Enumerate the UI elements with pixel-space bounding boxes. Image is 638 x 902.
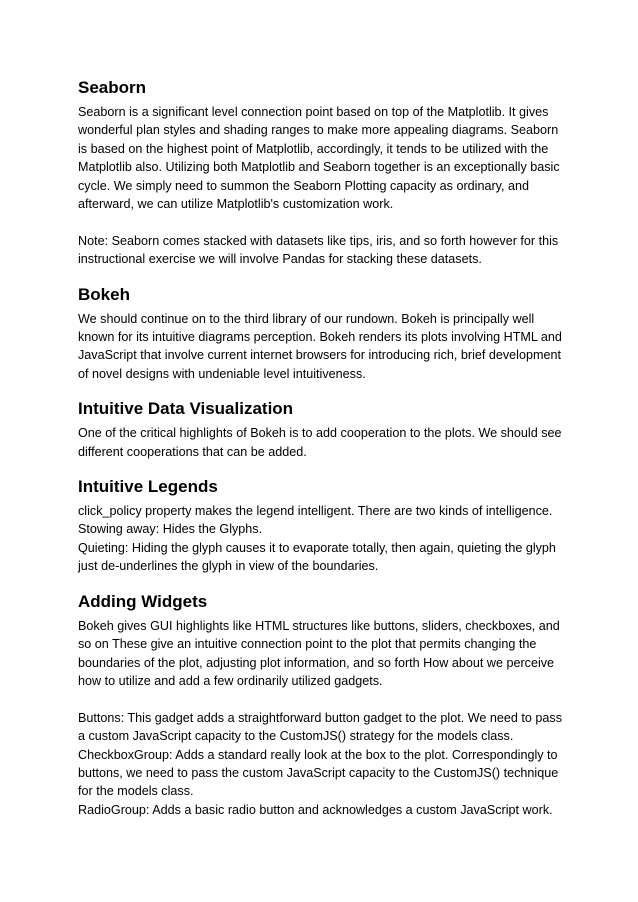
- paragraph-adding-widgets-intro: Bokeh gives GUI highlights like HTML structures like buttons, sliders, checkboxes, and so on These give an intuitive connection point to the plot that permits changing the boundaries of the plot, adjusting plot information, and so forth How about we perceive how to utilize and add a few ordinarily utilized gadgets.: [78, 618, 560, 688]
- paragraph-checkboxgroup: CheckboxGroup: Adds a standard really look at the box to the plot. Correspondingly to buttons, we need to pass the custom JavaScript capacity to the CustomJS() technique for the models class.: [78, 747, 559, 799]
- section-seaborn: [78, 78, 563, 269]
- paragraph-gap: [78, 690, 563, 708]
- heading-intuitive-data-visualization: Intuitive Data Visualization: [78, 399, 294, 419]
- heading-intuitive-legends: Intuitive Legends: [78, 477, 218, 497]
- section-intuitive-legends: [78, 477, 563, 576]
- heading-bokeh: Bokeh: [78, 284, 130, 304]
- paragraph-intuitive-data-visualization: One of the critical highlights of Bokeh is to add cooperation to the plots. We should see different cooperations that can be added.: [78, 426, 562, 459]
- paragraph-bokeh-intro: We should continue on to the third library of our rundown. Bokeh is principally well known for its intuitive diagrams perception. Bokeh renders its plots involving HTML and JavaScript that involve current internet browsers for introducing rich, brief development of novel designs with undeniable level intuitiveness.: [78, 311, 562, 381]
- section-intuitive-data-visualization: [78, 399, 563, 461]
- heading-seaborn: Seaborn: [78, 78, 147, 97]
- document-page: [78, 78, 563, 835]
- section-bokeh: [78, 285, 563, 384]
- heading-adding-widgets: Adding Widgets: [78, 591, 208, 611]
- paragraph-seaborn-intro: Seaborn is a significant level connection point based on top of the Matplotlib. It gives wonderful plan styles and shading ranges to make more appealing diagrams. Seaborn is based on the highest point of Matplotlib, accordingly, it tends to be utilized with the Matplotlib also. Utilizing both Matplotlib and Seaborn together is an exceptionally basic cycle. We simply need to summon the Seaborn Plotting capacity as ordinary, and afterward, we can utilize Matplotlib's customization work.: [78, 105, 560, 212]
- paragraph-gap: [78, 213, 563, 231]
- paragraph-radiogroup: RadioGroup: Adds a basic radio button and acknowledges a custom JavaScript work.: [78, 802, 553, 817]
- paragraph-click-policy: click_policy property makes the legend intelligent. There are two kinds of intelligence. Stowing away: Hides the Glyphs.: [78, 504, 553, 537]
- paragraph-buttons: Buttons: This gadget adds a straightforward button gadget to the plot. We need to pass a custom JavaScript capacity to the CustomJS() strategy for the models class.: [78, 710, 563, 744]
- paragraph-quieting: Quieting: Hiding the glyph causes it to evaporate totally, then again, quieting the glyph just de-underlines the glyph in view of the boundaries.: [78, 540, 556, 574]
- section-adding-widgets: [78, 592, 563, 819]
- paragraph-seaborn-note: Note: Seaborn comes stacked with datasets like tips, iris, and so forth however for this instructional exercise we will involve Pandas for stacking these datasets.: [78, 233, 559, 267]
